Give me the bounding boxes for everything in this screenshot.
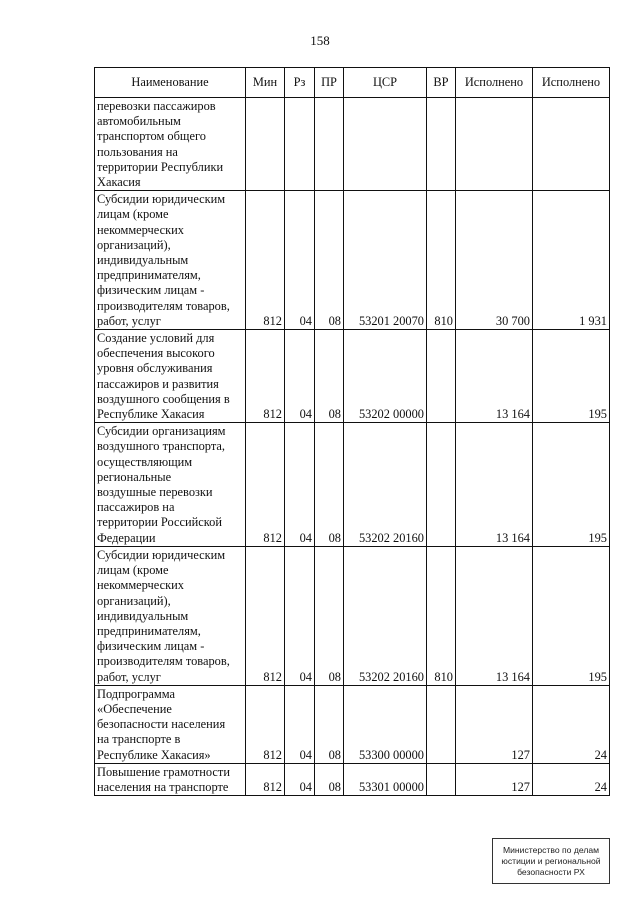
name-line: организаций), [97,593,171,608]
table-header-row [95,68,610,98]
cell-rz: 04 [285,330,315,423]
cell-pr: 08 [315,685,344,763]
cell-name [95,763,246,795]
name-line: населения на транспорте [97,779,229,794]
cell-min: 812 [246,685,285,763]
name-line: пассажиров на [97,500,175,515]
cell-name [95,546,246,685]
cell-executed-1: 13 164 [456,546,533,685]
cell-name [95,98,246,191]
cell-rz: 04 [285,685,315,763]
name-line: Республике Хакасия» [97,747,211,762]
name-line: Подпрограмма [97,686,175,701]
cell-csr: 53202 00000 [344,330,427,423]
name-line: обеспечения высокого [97,346,215,361]
cell-vr [427,98,456,191]
cell-vr [427,763,456,795]
header-name: Наименование [95,68,246,98]
cell-csr [344,98,427,191]
cell-executed-1: 13 164 [456,423,533,547]
cell-rz: 04 [285,546,315,685]
cell-vr [427,330,456,423]
name-line: предпринимателям, [97,268,201,283]
cell-vr: 810 [427,546,456,685]
cell-csr: 53300 00000 [344,685,427,763]
cell-csr: 53202 20160 [344,423,427,547]
name-line: Субсидии юридическим [97,547,226,562]
header-executed-2: Исполнено [533,68,610,98]
name-line: Федерации [97,530,156,545]
table-row [95,685,610,763]
name-line: воздушного сообщения в [97,391,230,406]
name-line: воздушные перевозки [97,485,213,500]
cell-name [95,423,246,547]
name-line: физическим лицам - [97,283,205,298]
table-row [95,98,610,191]
name-line: Создание условий для [97,331,215,346]
cell-csr: 53202 20160 [344,546,427,685]
stamp-line: юстиции и региональной [501,855,601,866]
cell-executed-1: 13 164 [456,330,533,423]
cell-executed-2: 195 [533,423,610,547]
cell-vr [427,685,456,763]
name-line: Хакасия [97,175,141,190]
cell-executed-2: 195 [533,546,610,685]
name-line: предпринимателям, [97,623,201,638]
header-executed-1: Исполнено [456,68,533,98]
cell-executed-1 [456,98,533,191]
name-line: производителям товаров, [97,298,230,313]
cell-min: 812 [246,763,285,795]
name-line: на транспорте в [97,732,181,747]
cell-pr: 08 [315,546,344,685]
name-line: производителям товаров, [97,654,230,669]
name-line: пассажиров и развития [97,376,219,391]
cell-csr: 53201 20070 [344,191,427,330]
header-csr: ЦСР [344,68,427,98]
name-line: Повышение грамотности [97,764,230,779]
cell-pr: 08 [315,423,344,547]
cell-min [246,98,285,191]
header-min: Мин [246,68,285,98]
name-line: Республике Хакасия [97,407,205,422]
name-line: воздушного транспорта, [97,439,225,454]
name-line: территории Республики [97,159,224,174]
name-line: работ, услуг [97,313,161,328]
name-line: организаций), [97,237,171,252]
name-line: Субсидии организациям [97,424,226,439]
cell-vr: 810 [427,191,456,330]
name-line: осуществляющим [97,454,193,469]
stamp-line: безопасности РХ [517,866,585,877]
cell-executed-1: 30 700 [456,191,533,330]
name-line: физическим лицам - [97,639,205,654]
cell-rz: 04 [285,423,315,547]
cell-executed-1: 127 [456,685,533,763]
name-line: автомобильным [97,114,181,129]
cell-name [95,330,246,423]
name-line: лицам (кроме [97,207,169,222]
name-line: уровня обслуживания [97,361,213,376]
cell-min: 812 [246,423,285,547]
stamp-line: Министерство по делам [502,844,600,855]
cell-min: 812 [246,546,285,685]
cell-executed-1: 127 [456,763,533,795]
header-pr: ПР [315,68,344,98]
cell-executed-2: 1 931 [533,191,610,330]
cell-name [95,191,246,330]
cell-pr: 08 [315,763,344,795]
cell-pr [315,98,344,191]
name-line: работ, услуг [97,669,161,684]
table-row [95,546,610,685]
cell-rz [285,98,315,191]
name-line: некоммерческих [97,578,184,593]
name-line: лицам (кроме [97,563,169,578]
header-vr: ВР [427,68,456,98]
cell-executed-2: 24 [533,685,610,763]
cell-min: 812 [246,191,285,330]
name-line: территории Российской [97,515,223,530]
cell-min: 812 [246,330,285,423]
ministry-stamp [492,838,610,884]
name-line: «Обеспечение [97,701,172,716]
cell-executed-2 [533,98,610,191]
cell-vr [427,423,456,547]
cell-rz: 04 [285,763,315,795]
name-line: транспортом общего [97,129,206,144]
cell-name [95,685,246,763]
cell-csr: 53301 00000 [344,763,427,795]
name-line: индивидуальным [97,253,189,268]
cell-rz: 04 [285,191,315,330]
cell-pr: 08 [315,330,344,423]
header-rz: Рз [285,68,315,98]
table-body [95,98,610,796]
name-line: пользования на [97,144,178,159]
name-line: безопасности населения [97,717,226,732]
budget-table [94,67,610,796]
table-row [95,423,610,547]
name-line: индивидуальным [97,608,189,623]
name-line: некоммерческих [97,222,184,237]
name-line: региональные [97,469,172,484]
name-line: перевозки пассажиров [97,99,216,113]
cell-executed-2: 195 [533,330,610,423]
cell-executed-2: 24 [533,763,610,795]
page-number: 158 [310,33,330,48]
cell-pr: 08 [315,191,344,330]
table-row [95,191,610,330]
table-row [95,763,610,795]
table-row [95,330,610,423]
name-line: Субсидии юридическим [97,192,226,207]
